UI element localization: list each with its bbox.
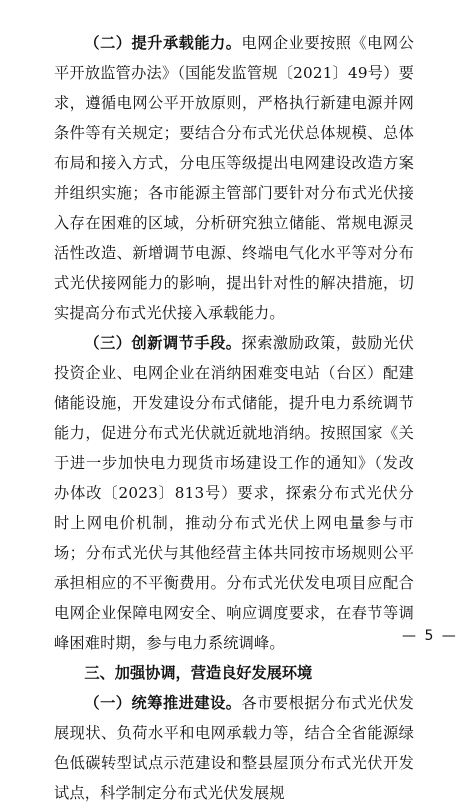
section-heading: 三、加强协调，营造良好发展环境 [84,664,313,682]
paragraph-body: 探索激励政策，鼓励光伏投资企业、电网企业在消纳困难变电站（台区）配建储能设施，开发建设分布式储能，提升电力系统调节能力，促进分布式光伏就近就地消纳。按照国家《关于进一步加快电力现货市场建设工作的通知》（发改办体改〔2023〕813号）要求，探索分布式光伏分时上网电价机制，推动分布式光伏上网电量参与市场；分布式光伏与其他经营主体共同按市场规则公平承担相应的不平衡费用。分布式光伏发电项目应配合电网企业保障电网安全、响应调度要求，在春节等调峰困难时期，参与电力系统调峰。 [54,334,414,652]
paragraph-enhance-capacity [54,28,414,328]
document-page [54,28,414,808]
paragraph-innovate-regulation [54,328,414,658]
paragraph-coordinate-construction [54,688,414,808]
paragraph-lead: （二）提升承载能力。 [84,34,242,52]
page-number: — 5 — [402,628,458,644]
paragraph-lead: （一）统筹推进建设。 [84,694,242,712]
paragraph-body: 电网企业要按照《电网公平开放监管办法》（国能发监管规〔2021〕49号）要求，遵循电网公平开放原则，严格执行新建电源并网条件等有关规定；要结合分布式光伏总体规模、总体布局和接入方式，分电压等级提出电网建设改造方案并组织实施；各市能源主管部门要针对分布式光伏接入存在困难的区域，分析研究独立储能、常规电源灵活性改造、新增调节电源、终端电气化水平等对分布式光伏接网能力的影响，提出针对性的解决措施，切实提高分布式光伏接入承载能力。 [54,34,414,322]
paragraph-body: 各市要根据分布式光伏发展现状、负荷水平和电网承载力等，结合全省能源绿色低碳转型试点示范建设和整县屋顶分布式光伏开发试点，科学制定分布式光伏发展规 [54,694,414,802]
paragraph-lead: （三）创新调节手段。 [84,334,242,352]
